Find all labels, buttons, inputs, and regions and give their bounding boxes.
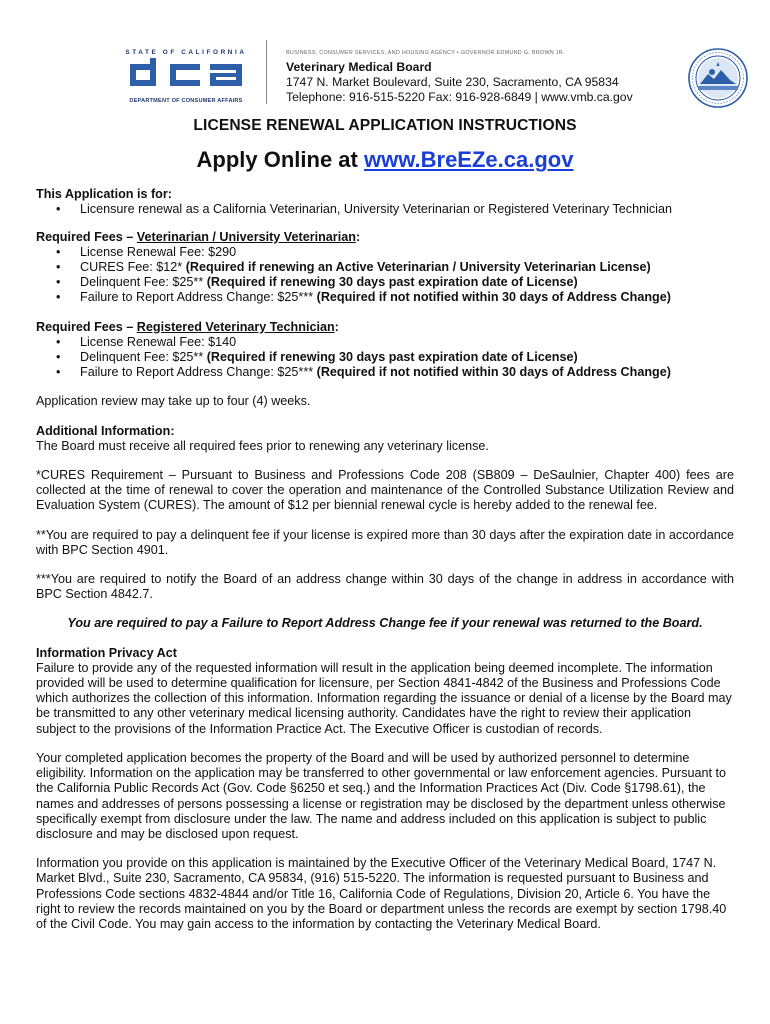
apply-online-heading xyxy=(36,147,734,173)
privacy-paragraph-3: Information you provide on this application is maintained by the Executive Officer of the Veterinary Medical Board, 1747 N. Market Blvd., Suite 230, Sacramento, CA 95834, (916) 515-5220. The information is requested pursuant to Business and Professions Code sections 4832-4844 and/or Title 16, California Code of Regulations, Division 20, Article 6. You have the right to review the records maintained on you by the Board or department unless the records are exempt by section 1798.40 of the Civil Code. You may gain access to the information by contacting the Veterinary Medical Board. xyxy=(36,856,727,931)
board-name: Veterinary Medical Board xyxy=(286,60,432,74)
rvt-fees-heading-suffix: : xyxy=(334,319,339,334)
address-change-warning: You are required to pay a Failure to Report Address Change fee if your renewal was returned to the Board. xyxy=(67,616,703,631)
fee-text: Failure to Report Address Change: $25*** xyxy=(80,290,317,305)
agency-line: BUSINESS, CONSUMER SERVICES, AND HOUSING AGENCY • GOVERNOR EDMUND G. BROWN JR. xyxy=(286,50,565,56)
board-address: 1747 N. Market Boulevard, Suite 230, Sacramento, CA 95834 xyxy=(286,75,619,89)
list-item xyxy=(56,260,734,275)
list-item xyxy=(56,275,734,290)
dca-logo-icon xyxy=(126,56,248,90)
vet-fees-heading xyxy=(36,230,734,245)
vet-fees-section xyxy=(36,230,734,306)
header-divider xyxy=(266,40,267,104)
fee-condition: (Required if renewing 30 days past expiration date of License) xyxy=(206,350,578,365)
list-item xyxy=(56,365,734,380)
rvt-fees-heading xyxy=(36,320,734,335)
privacy-paragraph-2: Your completed application becomes the property of the Board and will be used by authorized personnel to determine eligibility. Information on the application may be transferred to other governmental or law enforcement agencies. Pursuant to the California Public Records Act (Gov. Code §6250 et seq.) and the Information Practices Act (Div. Code §1798.61), the names and addresses of persons possessing a license or registration may be disclosed by the department unless otherwise specifically exempt from disclosure under the law. The name and address included on this application is subject to public disclosure and may be disclosed upon request. xyxy=(36,750,726,841)
page-title: LICENSE RENEWAL APPLICATION INSTRUCTIONS xyxy=(193,117,577,134)
apply-prefix: Apply Online at xyxy=(196,147,364,173)
fee-condition: (Required if renewing 30 days past expiration date of License) xyxy=(206,275,578,290)
address-change-note: ***You are required to notify the Board of an address change within 30 days of the change in address in accordance with BPC Section 4842.7. xyxy=(36,572,734,602)
fee-text: Failure to Report Address Change: $25*** xyxy=(80,365,317,380)
fee-condition: (Required if not notified within 30 days of Address Change) xyxy=(316,290,671,305)
application-for-heading: This Application is for: xyxy=(36,187,172,202)
list-item xyxy=(56,335,734,350)
board-phone: Telephone: 916-515-5220 Fax: 916-928-6849 | www.vmb.ca.gov xyxy=(286,90,633,104)
application-for-list xyxy=(36,202,734,217)
letterhead xyxy=(36,0,734,112)
rvt-fees-list xyxy=(36,335,734,381)
fee-text: License Renewal Fee: $140 xyxy=(80,334,237,349)
fee-text: Delinquent Fee: $25** xyxy=(80,275,207,290)
vet-fees-heading-suffix: : xyxy=(355,229,361,244)
vet-fees-heading-underlined: Veterinarian / University Veterinarian xyxy=(136,229,356,244)
delinquent-note: **You are required to pay a delinquent fee if your license is expired more than 30 days after the expiration date in accordance with BPC Section 4901. xyxy=(36,527,734,557)
vet-fees-list xyxy=(36,245,734,306)
privacy-section xyxy=(36,646,734,932)
privacy-paragraph-1: Failure to provide any of the requested information will result in the application being deemed incomplete. The information provided will be used to determine qualification for licensure, per Section 4841-4842 of the Business and Professions Code which authorizes the collection of this information. Information regarding the issuance or denial of a license by the Board may be transmitted to any other veterinary medical licensing authority. Candidates have the right to review their application subject to the provisions of the Information Practice Act. The Executive Officer is custodian of records. xyxy=(36,660,732,736)
department-label: DEPARTMENT OF CONSUMER AFFAIRS xyxy=(129,98,243,104)
state-seal-icon xyxy=(688,48,748,108)
list-item: • Licensure renewal as a California Veterinarian, University Veterinarian or Registered Veterinary Technician xyxy=(56,202,734,217)
fee-text: CURES Fee: $12* xyxy=(80,260,186,275)
rvt-fees-heading-underlined: Registered Veterinary Technician xyxy=(136,319,335,334)
fee-condition: (Required if not notified within 30 days of Address Change) xyxy=(316,365,671,380)
additional-info-section xyxy=(36,424,734,454)
fee-condition: (Required if renewing an Active Veterinarian / University Veterinarian License) xyxy=(185,260,651,275)
additional-info-heading: Additional Information: xyxy=(36,423,175,438)
list-item xyxy=(56,245,734,260)
state-label: STATE OF CALIFORNIA xyxy=(125,49,247,56)
privacy-heading: Information Privacy Act xyxy=(36,645,177,660)
review-time: Application review may take up to four (4) weeks. xyxy=(36,394,311,409)
fee-text: Delinquent Fee: $25** xyxy=(80,350,207,365)
rvt-fees-section xyxy=(36,320,734,381)
application-for-section xyxy=(36,187,734,217)
additional-info-text: The Board must receive all required fees prior to renewing any veterinary license. xyxy=(36,438,489,453)
vet-fees-heading-prefix: Required Fees – xyxy=(36,229,137,244)
list-item xyxy=(56,290,734,305)
board-contact-block xyxy=(286,60,633,105)
rvt-fees-heading-prefix: Required Fees – xyxy=(36,319,137,334)
fee-text: License Renewal Fee: $290 xyxy=(80,244,237,259)
cures-note: *CURES Requirement – Pursuant to Business and Professions Code 208 (SB809 – DeSaulnier, Chapter 400) fees are collected at the time of renewal to cover the operation and maintenance of the Controlled Substance Utilization Review and Evaluation System (CURES). The amount of $12 per biennial renewal cycle is hereby added to the renewal fee. xyxy=(36,468,734,513)
list-item xyxy=(56,350,734,365)
breeze-link[interactable]: www.BreEZe.ca.gov xyxy=(363,147,574,173)
